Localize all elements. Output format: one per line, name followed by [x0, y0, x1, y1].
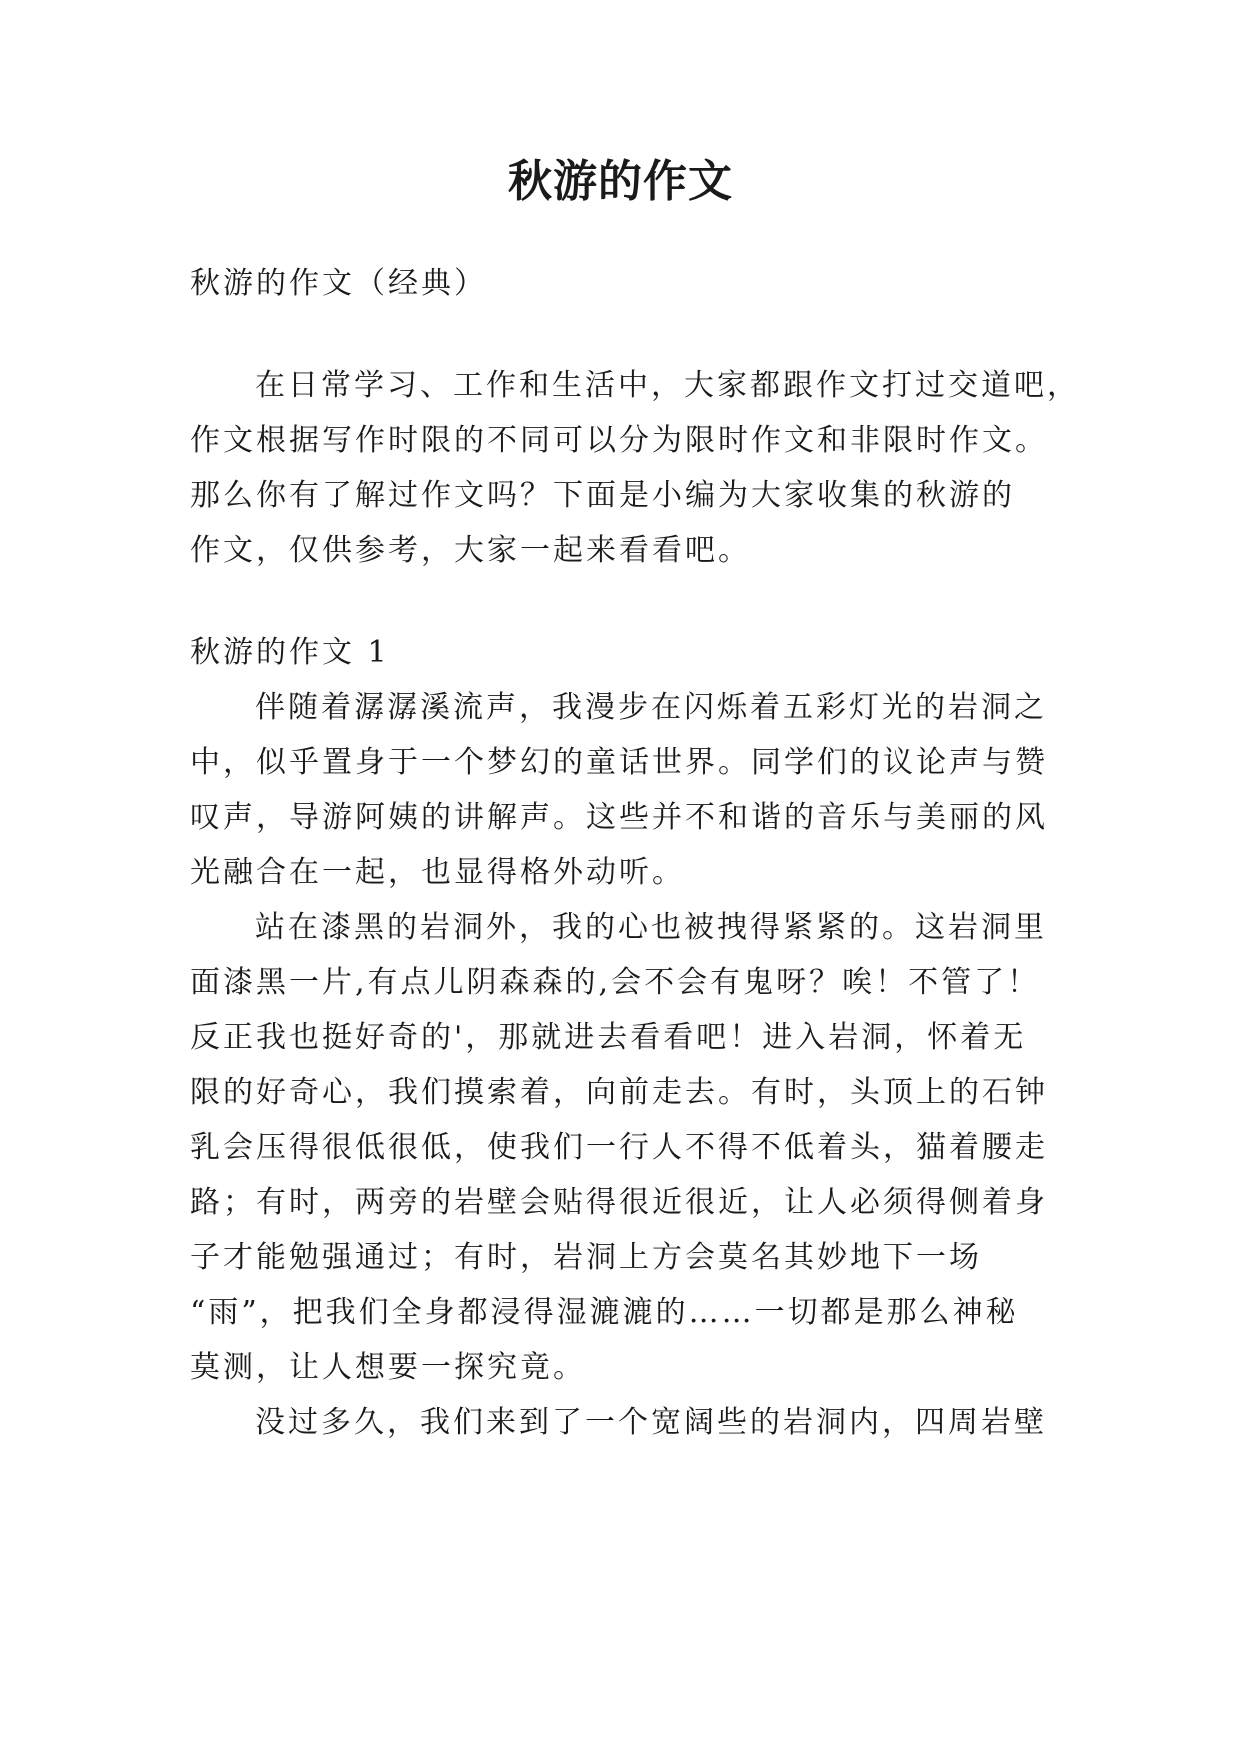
paragraph1-line: 光融合在一起，也显得格外动听。 — [190, 855, 685, 890]
paragraph2-line: 路；有时，两旁的岩壁会贴得很近很近，让人必须得侧着身 — [190, 1185, 1048, 1220]
paragraph2-line: 子才能勉强通过；有时，岩洞上方会莫名其妙地下一场 — [190, 1240, 982, 1275]
paragraph2-line: “雨”，把我们全身都浸得湿漉漉的……一切都是那么神秘 — [190, 1295, 1019, 1330]
document-subtitle: 秋游的作文（经典） — [190, 266, 487, 301]
paragraph2-line: 反正我也挺好奇的'，那就进去看看吧！进入岩洞，怀着无 — [190, 1020, 1027, 1055]
paragraph2-line: 乳会压得很低很低，使我们一行人不得不低着头，猫着腰走 — [190, 1130, 1048, 1165]
paragraph3-line: 没过多久，我们来到了一个宽阔些的岩洞内，四周岩壁 — [255, 1405, 1047, 1440]
paragraph2-line: 限的好奇心，我们摸索着，向前走去。有时，头顶上的石钟 — [190, 1075, 1048, 1110]
intro-line: 那么你有了解过作文吗？下面是小编为大家收集的秋游的 — [190, 478, 1015, 513]
paragraph2-line: 面漆黑一片,有点儿阴森森的,会不会有鬼呀？唉！不管了！ — [190, 965, 1041, 1000]
intro-line: 作文根据写作时限的不同可以分为限时作文和非限时作文。 — [190, 423, 1048, 458]
paragraph2-line: 站在漆黑的岩洞外，我的心也被拽得紧紧的。这岩洞里 — [255, 910, 1047, 945]
paragraph1-line: 叹声，导游阿姨的讲解声。这些并不和谐的音乐与美丽的风 — [190, 800, 1048, 835]
paragraph1-line: 伴随着潺潺溪流声，我漫步在闪烁着五彩灯光的岩洞之 — [255, 690, 1047, 725]
paragraph2-line: 莫测，让人想要一探究竟。 — [190, 1350, 586, 1385]
paragraph1-line: 中，似乎置身于一个梦幻的童话世界。同学们的议论声与赞 — [190, 745, 1048, 780]
section-heading: 秋游的作文 1 — [190, 635, 390, 670]
document-title: 秋游的作文 — [508, 156, 733, 207]
intro-line: 作文，仅供参考，大家一起来看看吧。 — [190, 533, 751, 568]
intro-line: 在日常学习、工作和生活中，大家都跟作文打过交道吧， — [255, 368, 1080, 403]
